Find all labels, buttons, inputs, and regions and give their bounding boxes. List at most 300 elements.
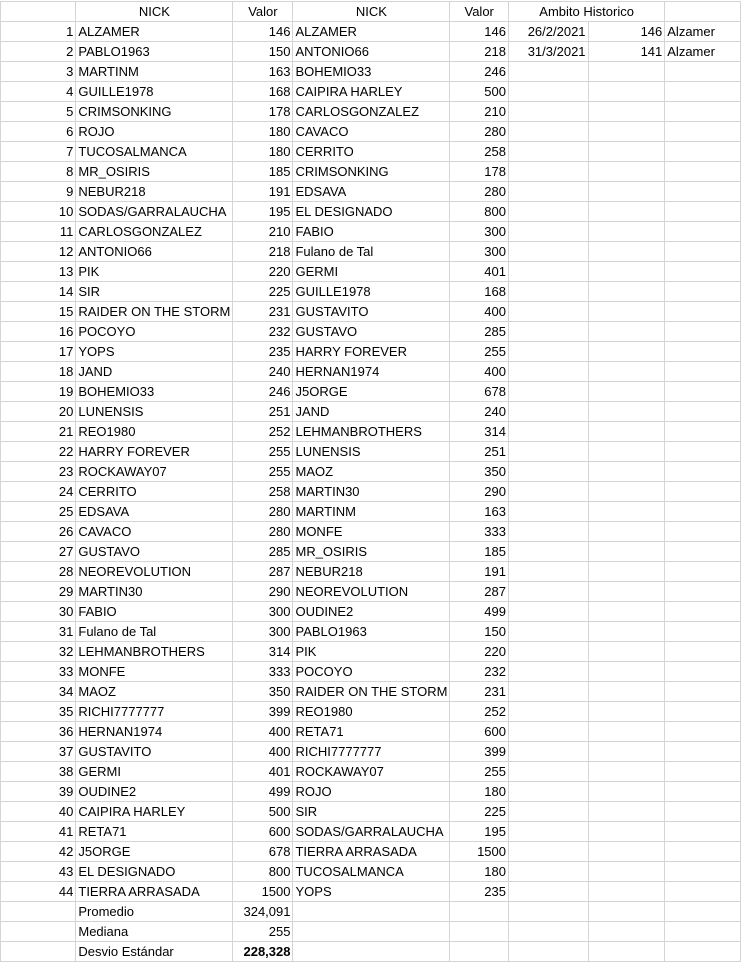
nick-cell[interactable]: GUSTAVITO bbox=[76, 742, 233, 762]
row-number-cell[interactable]: 17 bbox=[1, 342, 76, 362]
empty-cell[interactable] bbox=[293, 922, 450, 942]
empty-cell[interactable] bbox=[588, 742, 665, 762]
empty-cell[interactable] bbox=[665, 282, 741, 302]
empty-cell[interactable] bbox=[508, 802, 588, 822]
valor-sorted-cell[interactable]: 195 bbox=[450, 822, 509, 842]
empty-cell[interactable] bbox=[665, 642, 741, 662]
empty-cell[interactable] bbox=[588, 482, 665, 502]
nick-sorted-cell[interactable]: TUCOSALMANCA bbox=[293, 862, 450, 882]
empty-cell[interactable] bbox=[665, 142, 741, 162]
empty-cell[interactable] bbox=[588, 542, 665, 562]
valor-sorted-cell[interactable]: 251 bbox=[450, 442, 509, 462]
nick-cell[interactable]: CAVACO bbox=[76, 522, 233, 542]
nick-sorted-cell[interactable]: ANTONIO66 bbox=[293, 42, 450, 62]
valor-sorted-cell[interactable]: 400 bbox=[450, 362, 509, 382]
nick-cell[interactable]: MARTINM bbox=[76, 62, 233, 82]
empty-cell[interactable] bbox=[665, 342, 741, 362]
empty-cell[interactable] bbox=[508, 442, 588, 462]
valor-cell[interactable]: 350 bbox=[233, 682, 293, 702]
stat-value-cell[interactable]: 255 bbox=[233, 922, 293, 942]
nick-cell[interactable]: YOPS bbox=[76, 342, 233, 362]
nick-sorted-cell[interactable]: CERRITO bbox=[293, 142, 450, 162]
nick-sorted-cell[interactable]: GUSTAVITO bbox=[293, 302, 450, 322]
empty-cell[interactable] bbox=[665, 822, 741, 842]
historico-valor-cell[interactable]: 146 bbox=[588, 22, 665, 42]
valor-sorted-cell[interactable]: 180 bbox=[450, 862, 509, 882]
valor-cell[interactable]: 290 bbox=[233, 582, 293, 602]
empty-cell[interactable] bbox=[508, 522, 588, 542]
empty-cell[interactable] bbox=[588, 822, 665, 842]
nick-cell[interactable]: CARLOSGONZALEZ bbox=[76, 222, 233, 242]
empty-cell[interactable] bbox=[588, 502, 665, 522]
empty-cell[interactable] bbox=[508, 902, 588, 922]
valor-cell[interactable]: 314 bbox=[233, 642, 293, 662]
empty-cell[interactable] bbox=[293, 902, 450, 922]
valor-cell[interactable]: 146 bbox=[233, 22, 293, 42]
empty-cell[interactable] bbox=[665, 102, 741, 122]
empty-cell[interactable] bbox=[665, 922, 741, 942]
empty-cell[interactable] bbox=[588, 682, 665, 702]
nick-cell[interactable]: REO1980 bbox=[76, 422, 233, 442]
valor-sorted-cell[interactable]: 185 bbox=[450, 542, 509, 562]
row-number-cell[interactable]: 37 bbox=[1, 742, 76, 762]
nick-sorted-cell[interactable]: J5ORGE bbox=[293, 382, 450, 402]
nick-sorted-cell[interactable]: HERNAN1974 bbox=[293, 362, 450, 382]
nick-cell[interactable]: GUSTAVO bbox=[76, 542, 233, 562]
nick-sorted-cell[interactable]: PABLO1963 bbox=[293, 622, 450, 642]
empty-cell[interactable] bbox=[588, 62, 665, 82]
empty-cell[interactable] bbox=[508, 542, 588, 562]
header-nick-2[interactable]: NICK bbox=[293, 2, 450, 22]
row-number-cell[interactable]: 42 bbox=[1, 842, 76, 862]
empty-cell[interactable] bbox=[665, 302, 741, 322]
row-number-cell[interactable]: 1 bbox=[1, 22, 76, 42]
empty-cell[interactable] bbox=[588, 142, 665, 162]
nick-cell[interactable]: MAOZ bbox=[76, 682, 233, 702]
nick-cell[interactable]: ROJO bbox=[76, 122, 233, 142]
stat-label-cell[interactable]: Desvio Estándar bbox=[76, 942, 233, 962]
valor-cell[interactable]: 231 bbox=[233, 302, 293, 322]
row-number-cell[interactable]: 12 bbox=[1, 242, 76, 262]
row-number-cell[interactable]: 11 bbox=[1, 222, 76, 242]
nick-cell[interactable]: J5ORGE bbox=[76, 842, 233, 862]
empty-cell[interactable] bbox=[665, 382, 741, 402]
nick-cell[interactable]: MR_OSIRIS bbox=[76, 162, 233, 182]
empty-cell[interactable] bbox=[665, 482, 741, 502]
nick-sorted-cell[interactable]: PIK bbox=[293, 642, 450, 662]
empty-cell[interactable] bbox=[508, 202, 588, 222]
nick-cell[interactable]: ALZAMER bbox=[76, 22, 233, 42]
empty-cell[interactable] bbox=[665, 182, 741, 202]
valor-cell[interactable]: 333 bbox=[233, 662, 293, 682]
valor-cell[interactable]: 168 bbox=[233, 82, 293, 102]
empty-cell[interactable] bbox=[508, 682, 588, 702]
nick-sorted-cell[interactable]: CARLOSGONZALEZ bbox=[293, 102, 450, 122]
nick-cell[interactable]: HARRY FOREVER bbox=[76, 442, 233, 462]
empty-cell[interactable] bbox=[588, 362, 665, 382]
valor-sorted-cell[interactable]: 240 bbox=[450, 402, 509, 422]
valor-cell[interactable]: 499 bbox=[233, 782, 293, 802]
valor-sorted-cell[interactable]: 163 bbox=[450, 502, 509, 522]
valor-sorted-cell[interactable]: 180 bbox=[450, 782, 509, 802]
valor-sorted-cell[interactable]: 280 bbox=[450, 182, 509, 202]
empty-cell[interactable] bbox=[508, 482, 588, 502]
empty-cell[interactable] bbox=[665, 262, 741, 282]
valor-sorted-cell[interactable]: 399 bbox=[450, 742, 509, 762]
empty-cell[interactable] bbox=[508, 362, 588, 382]
valor-cell[interactable]: 800 bbox=[233, 862, 293, 882]
row-number-cell[interactable]: 26 bbox=[1, 522, 76, 542]
valor-sorted-cell[interactable]: 246 bbox=[450, 62, 509, 82]
valor-sorted-cell[interactable]: 350 bbox=[450, 462, 509, 482]
valor-cell[interactable]: 220 bbox=[233, 262, 293, 282]
nick-sorted-cell[interactable]: LEHMANBROTHERS bbox=[293, 422, 450, 442]
empty-cell[interactable] bbox=[588, 302, 665, 322]
empty-cell[interactable] bbox=[508, 862, 588, 882]
empty-cell[interactable] bbox=[665, 322, 741, 342]
empty-cell[interactable] bbox=[508, 742, 588, 762]
empty-cell[interactable] bbox=[508, 282, 588, 302]
header-nick-1[interactable]: NICK bbox=[76, 2, 233, 22]
empty-cell[interactable] bbox=[508, 462, 588, 482]
nick-sorted-cell[interactable]: MARTINM bbox=[293, 502, 450, 522]
nick-cell[interactable]: HERNAN1974 bbox=[76, 722, 233, 742]
stat-label-cell[interactable]: Mediana bbox=[76, 922, 233, 942]
valor-cell[interactable]: 251 bbox=[233, 402, 293, 422]
header-ambito-historico[interactable]: Ambito Historico bbox=[508, 2, 664, 22]
valor-sorted-cell[interactable]: 678 bbox=[450, 382, 509, 402]
valor-sorted-cell[interactable]: 258 bbox=[450, 142, 509, 162]
empty-cell[interactable] bbox=[665, 722, 741, 742]
empty-cell[interactable] bbox=[588, 342, 665, 362]
empty-cell[interactable] bbox=[665, 802, 741, 822]
valor-sorted-cell[interactable]: 252 bbox=[450, 702, 509, 722]
empty-cell[interactable] bbox=[665, 582, 741, 602]
nick-sorted-cell[interactable]: EDSAVA bbox=[293, 182, 450, 202]
empty-cell[interactable] bbox=[588, 582, 665, 602]
valor-sorted-cell[interactable]: 285 bbox=[450, 322, 509, 342]
row-number-cell[interactable]: 30 bbox=[1, 602, 76, 622]
empty-cell[interactable] bbox=[588, 902, 665, 922]
nick-sorted-cell[interactable]: NEBUR218 bbox=[293, 562, 450, 582]
empty-cell[interactable] bbox=[508, 602, 588, 622]
row-number-cell[interactable]: 39 bbox=[1, 782, 76, 802]
empty-cell[interactable] bbox=[665, 362, 741, 382]
nick-cell[interactable]: NEOREVOLUTION bbox=[76, 562, 233, 582]
valor-sorted-cell[interactable]: 1500 bbox=[450, 842, 509, 862]
row-number-cell[interactable]: 32 bbox=[1, 642, 76, 662]
empty-cell[interactable] bbox=[665, 882, 741, 902]
nick-cell[interactable]: ROCKAWAY07 bbox=[76, 462, 233, 482]
nick-sorted-cell[interactable]: MONFE bbox=[293, 522, 450, 542]
empty-cell[interactable] bbox=[665, 742, 741, 762]
valor-sorted-cell[interactable]: 600 bbox=[450, 722, 509, 742]
row-number-cell[interactable]: 14 bbox=[1, 282, 76, 302]
nick-cell[interactable]: MARTIN30 bbox=[76, 582, 233, 602]
valor-sorted-cell[interactable]: 231 bbox=[450, 682, 509, 702]
empty-cell[interactable] bbox=[588, 602, 665, 622]
empty-cell[interactable] bbox=[665, 662, 741, 682]
empty-cell[interactable] bbox=[665, 562, 741, 582]
valor-sorted-cell[interactable]: 255 bbox=[450, 342, 509, 362]
nick-cell[interactable]: ANTONIO66 bbox=[76, 242, 233, 262]
valor-cell[interactable]: 150 bbox=[233, 42, 293, 62]
nick-sorted-cell[interactable]: SIR bbox=[293, 802, 450, 822]
empty-cell[interactable] bbox=[588, 242, 665, 262]
row-number-cell[interactable]: 43 bbox=[1, 862, 76, 882]
nick-sorted-cell[interactable]: FABIO bbox=[293, 222, 450, 242]
nick-cell[interactable]: EL DESIGNADO bbox=[76, 862, 233, 882]
nick-sorted-cell[interactable]: CAVACO bbox=[293, 122, 450, 142]
empty-cell[interactable] bbox=[508, 262, 588, 282]
row-number-cell[interactable]: 33 bbox=[1, 662, 76, 682]
valor-cell[interactable]: 178 bbox=[233, 102, 293, 122]
empty-cell[interactable] bbox=[1, 902, 76, 922]
empty-cell[interactable] bbox=[588, 262, 665, 282]
valor-sorted-cell[interactable]: 300 bbox=[450, 222, 509, 242]
historico-nick-cell[interactable]: Alzamer bbox=[665, 22, 741, 42]
empty-cell[interactable] bbox=[508, 322, 588, 342]
row-number-cell[interactable]: 3 bbox=[1, 62, 76, 82]
empty-cell[interactable] bbox=[665, 542, 741, 562]
valor-cell[interactable]: 218 bbox=[233, 242, 293, 262]
valor-cell[interactable]: 195 bbox=[233, 202, 293, 222]
empty-cell[interactable] bbox=[450, 902, 509, 922]
empty-cell[interactable] bbox=[508, 662, 588, 682]
nick-sorted-cell[interactable]: RICHI7777777 bbox=[293, 742, 450, 762]
empty-cell[interactable] bbox=[665, 842, 741, 862]
nick-sorted-cell[interactable]: CAIPIRA HARLEY bbox=[293, 82, 450, 102]
header-valor-1[interactable]: Valor bbox=[233, 2, 293, 22]
row-number-cell[interactable]: 8 bbox=[1, 162, 76, 182]
row-number-cell[interactable]: 40 bbox=[1, 802, 76, 822]
valor-sorted-cell[interactable]: 218 bbox=[450, 42, 509, 62]
empty-cell[interactable] bbox=[508, 562, 588, 582]
empty-cell[interactable] bbox=[588, 842, 665, 862]
empty-cell[interactable] bbox=[588, 702, 665, 722]
empty-cell[interactable] bbox=[588, 202, 665, 222]
row-number-cell[interactable]: 9 bbox=[1, 182, 76, 202]
row-number-cell[interactable]: 34 bbox=[1, 682, 76, 702]
empty-cell[interactable] bbox=[588, 402, 665, 422]
row-number-cell[interactable]: 35 bbox=[1, 702, 76, 722]
empty-cell[interactable] bbox=[588, 562, 665, 582]
nick-cell[interactable]: Fulano de Tal bbox=[76, 622, 233, 642]
row-number-cell[interactable]: 18 bbox=[1, 362, 76, 382]
valor-cell[interactable]: 240 bbox=[233, 362, 293, 382]
empty-cell[interactable] bbox=[508, 722, 588, 742]
empty-cell[interactable] bbox=[508, 762, 588, 782]
empty-cell[interactable] bbox=[665, 862, 741, 882]
valor-cell[interactable]: 180 bbox=[233, 142, 293, 162]
empty-cell[interactable] bbox=[665, 502, 741, 522]
empty-cell[interactable] bbox=[665, 62, 741, 82]
row-number-cell[interactable]: 31 bbox=[1, 622, 76, 642]
valor-cell[interactable]: 180 bbox=[233, 122, 293, 142]
nick-sorted-cell[interactable]: ROJO bbox=[293, 782, 450, 802]
nick-sorted-cell[interactable]: TIERRA ARRASADA bbox=[293, 842, 450, 862]
nick-cell[interactable]: RICHI7777777 bbox=[76, 702, 233, 722]
valor-sorted-cell[interactable]: 287 bbox=[450, 582, 509, 602]
nick-sorted-cell[interactable]: OUDINE2 bbox=[293, 602, 450, 622]
valor-cell[interactable]: 401 bbox=[233, 762, 293, 782]
valor-sorted-cell[interactable]: 401 bbox=[450, 262, 509, 282]
nick-sorted-cell[interactable]: BOHEMIO33 bbox=[293, 62, 450, 82]
row-number-cell[interactable]: 15 bbox=[1, 302, 76, 322]
historico-valor-cell[interactable]: 141 bbox=[588, 42, 665, 62]
valor-sorted-cell[interactable]: 400 bbox=[450, 302, 509, 322]
nick-cell[interactable]: CERRITO bbox=[76, 482, 233, 502]
valor-sorted-cell[interactable]: 225 bbox=[450, 802, 509, 822]
valor-cell[interactable]: 235 bbox=[233, 342, 293, 362]
historico-date-cell[interactable]: 26/2/2021 bbox=[508, 22, 588, 42]
valor-cell[interactable]: 280 bbox=[233, 502, 293, 522]
nick-sorted-cell[interactable]: POCOYO bbox=[293, 662, 450, 682]
valor-sorted-cell[interactable]: 178 bbox=[450, 162, 509, 182]
row-number-cell[interactable]: 6 bbox=[1, 122, 76, 142]
empty-cell[interactable] bbox=[588, 382, 665, 402]
valor-cell[interactable]: 287 bbox=[233, 562, 293, 582]
empty-cell[interactable] bbox=[508, 922, 588, 942]
empty-cell[interactable] bbox=[588, 222, 665, 242]
nick-cell[interactable]: PABLO1963 bbox=[76, 42, 233, 62]
empty-cell[interactable] bbox=[665, 162, 741, 182]
nick-cell[interactable]: LUNENSIS bbox=[76, 402, 233, 422]
empty-cell[interactable] bbox=[293, 942, 450, 962]
valor-sorted-cell[interactable]: 235 bbox=[450, 882, 509, 902]
valor-sorted-cell[interactable]: 314 bbox=[450, 422, 509, 442]
valor-cell[interactable]: 400 bbox=[233, 722, 293, 742]
nick-sorted-cell[interactable]: YOPS bbox=[293, 882, 450, 902]
empty-cell[interactable] bbox=[450, 942, 509, 962]
nick-cell[interactable]: GERMI bbox=[76, 762, 233, 782]
empty-cell[interactable] bbox=[1, 922, 76, 942]
empty-cell[interactable] bbox=[665, 902, 741, 922]
nick-cell[interactable]: MONFE bbox=[76, 662, 233, 682]
valor-sorted-cell[interactable]: 210 bbox=[450, 102, 509, 122]
nick-cell[interactable]: EDSAVA bbox=[76, 502, 233, 522]
empty-cell[interactable] bbox=[665, 782, 741, 802]
empty-cell[interactable] bbox=[508, 502, 588, 522]
row-number-cell[interactable]: 4 bbox=[1, 82, 76, 102]
valor-cell[interactable]: 500 bbox=[233, 802, 293, 822]
nick-sorted-cell[interactable]: RETA71 bbox=[293, 722, 450, 742]
empty-cell[interactable] bbox=[508, 702, 588, 722]
nick-sorted-cell[interactable]: REO1980 bbox=[293, 702, 450, 722]
valor-sorted-cell[interactable]: 333 bbox=[450, 522, 509, 542]
nick-sorted-cell[interactable]: GUSTAVO bbox=[293, 322, 450, 342]
valor-cell[interactable]: 191 bbox=[233, 182, 293, 202]
valor-cell[interactable]: 225 bbox=[233, 282, 293, 302]
empty-cell[interactable] bbox=[508, 62, 588, 82]
empty-cell[interactable] bbox=[508, 382, 588, 402]
empty-cell[interactable] bbox=[665, 462, 741, 482]
row-number-cell[interactable]: 10 bbox=[1, 202, 76, 222]
empty-cell[interactable] bbox=[588, 882, 665, 902]
empty-cell[interactable] bbox=[665, 702, 741, 722]
nick-cell[interactable]: POCOYO bbox=[76, 322, 233, 342]
nick-cell[interactable]: OUDINE2 bbox=[76, 782, 233, 802]
nick-sorted-cell[interactable]: GUILLE1978 bbox=[293, 282, 450, 302]
stat-label-cell[interactable]: Promedio bbox=[76, 902, 233, 922]
nick-cell[interactable]: CRIMSONKING bbox=[76, 102, 233, 122]
empty-cell[interactable] bbox=[665, 942, 741, 962]
stat-value-cell[interactable]: 228,328 bbox=[233, 942, 293, 962]
empty-cell[interactable] bbox=[1, 942, 76, 962]
valor-cell[interactable]: 600 bbox=[233, 822, 293, 842]
empty-cell[interactable] bbox=[508, 622, 588, 642]
valor-sorted-cell[interactable]: 280 bbox=[450, 122, 509, 142]
valor-sorted-cell[interactable]: 300 bbox=[450, 242, 509, 262]
valor-cell[interactable]: 1500 bbox=[233, 882, 293, 902]
empty-cell[interactable] bbox=[665, 82, 741, 102]
row-number-cell[interactable]: 29 bbox=[1, 582, 76, 602]
row-number-cell[interactable]: 23 bbox=[1, 462, 76, 482]
valor-sorted-cell[interactable]: 220 bbox=[450, 642, 509, 662]
empty-cell[interactable] bbox=[665, 522, 741, 542]
nick-sorted-cell[interactable]: ROCKAWAY07 bbox=[293, 762, 450, 782]
empty-cell[interactable] bbox=[588, 722, 665, 742]
nick-sorted-cell[interactable]: CRIMSONKING bbox=[293, 162, 450, 182]
empty-cell[interactable] bbox=[508, 242, 588, 262]
empty-cell[interactable] bbox=[588, 942, 665, 962]
row-number-cell[interactable]: 44 bbox=[1, 882, 76, 902]
empty-cell[interactable] bbox=[588, 442, 665, 462]
empty-cell[interactable] bbox=[588, 462, 665, 482]
stat-value-cell[interactable]: 324,091 bbox=[233, 902, 293, 922]
nick-sorted-cell[interactable]: MR_OSIRIS bbox=[293, 542, 450, 562]
valor-cell[interactable]: 232 bbox=[233, 322, 293, 342]
nick-sorted-cell[interactable]: JAND bbox=[293, 402, 450, 422]
valor-sorted-cell[interactable]: 290 bbox=[450, 482, 509, 502]
nick-cell[interactable]: PIK bbox=[76, 262, 233, 282]
empty-cell[interactable] bbox=[665, 762, 741, 782]
empty-cell[interactable] bbox=[508, 162, 588, 182]
header-cell-empty[interactable] bbox=[1, 2, 76, 22]
historico-date-cell[interactable]: 31/3/2021 bbox=[508, 42, 588, 62]
empty-cell[interactable] bbox=[508, 582, 588, 602]
valor-cell[interactable]: 210 bbox=[233, 222, 293, 242]
empty-cell[interactable] bbox=[588, 522, 665, 542]
empty-cell[interactable] bbox=[665, 242, 741, 262]
empty-cell[interactable] bbox=[508, 82, 588, 102]
valor-cell[interactable]: 258 bbox=[233, 482, 293, 502]
empty-cell[interactable] bbox=[508, 942, 588, 962]
nick-sorted-cell[interactable]: LUNENSIS bbox=[293, 442, 450, 462]
valor-cell[interactable]: 280 bbox=[233, 522, 293, 542]
valor-cell[interactable]: 255 bbox=[233, 462, 293, 482]
empty-cell[interactable] bbox=[508, 122, 588, 142]
nick-sorted-cell[interactable]: SODAS/GARRALAUCHA bbox=[293, 822, 450, 842]
empty-cell[interactable] bbox=[665, 202, 741, 222]
empty-cell[interactable] bbox=[508, 182, 588, 202]
valor-cell[interactable]: 252 bbox=[233, 422, 293, 442]
empty-cell[interactable] bbox=[588, 162, 665, 182]
nick-cell[interactable]: CAIPIRA HARLEY bbox=[76, 802, 233, 822]
row-number-cell[interactable]: 2 bbox=[1, 42, 76, 62]
nick-cell[interactable]: TIERRA ARRASADA bbox=[76, 882, 233, 902]
empty-cell[interactable] bbox=[588, 862, 665, 882]
valor-sorted-cell[interactable]: 800 bbox=[450, 202, 509, 222]
empty-cell[interactable] bbox=[588, 662, 665, 682]
valor-cell[interactable]: 163 bbox=[233, 62, 293, 82]
empty-cell[interactable] bbox=[508, 642, 588, 662]
empty-cell[interactable] bbox=[588, 122, 665, 142]
valor-cell[interactable]: 678 bbox=[233, 842, 293, 862]
nick-cell[interactable]: RETA71 bbox=[76, 822, 233, 842]
row-number-cell[interactable]: 36 bbox=[1, 722, 76, 742]
row-number-cell[interactable]: 5 bbox=[1, 102, 76, 122]
